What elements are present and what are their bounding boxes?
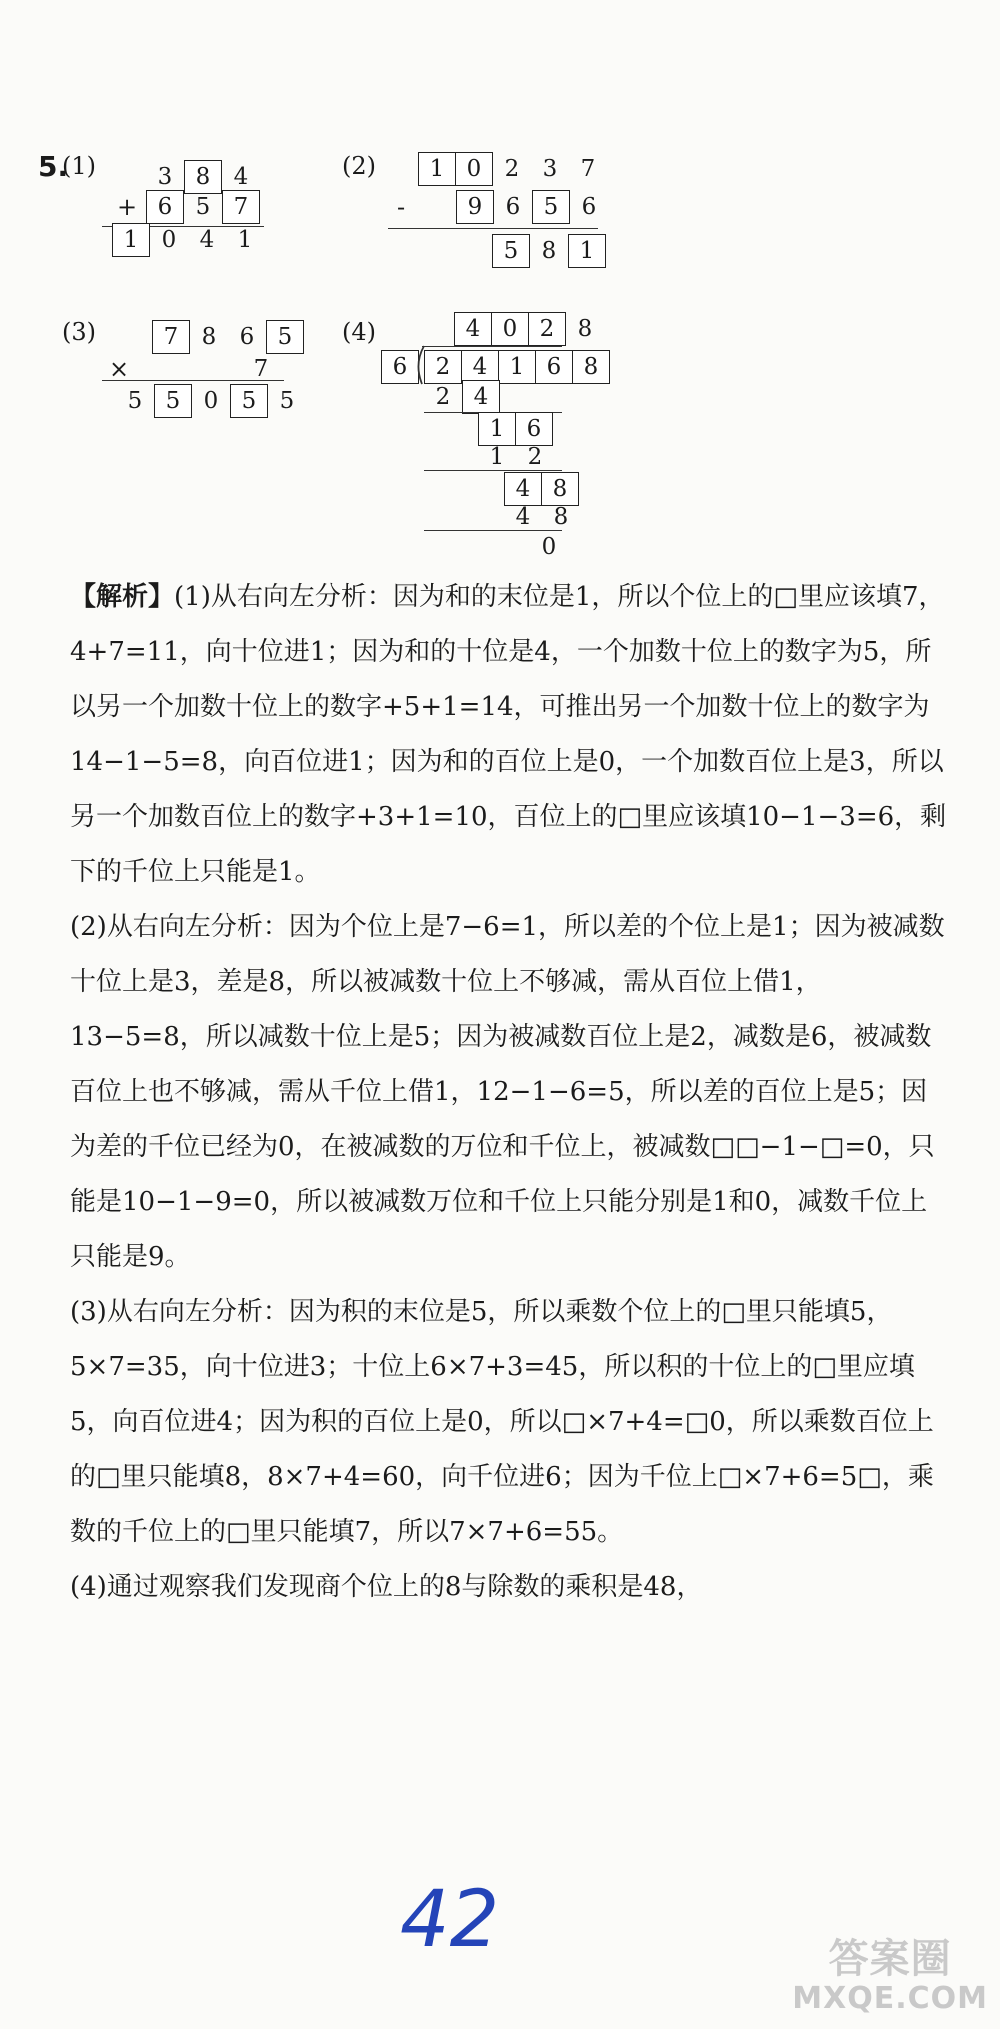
answer-box: 1 bbox=[478, 412, 516, 446]
digit: 2 bbox=[435, 384, 451, 410]
digit: 4 bbox=[199, 227, 215, 253]
digit: 4 bbox=[515, 504, 531, 530]
answer-box: 2 bbox=[528, 312, 566, 346]
p4-final-remainder bbox=[530, 530, 568, 564]
analysis-text-2: (2)从右向左分析：因为个位上是7−6=1，所以差的个位上是1；因为被减数十位上是3，差是8，所以被减数十位上不够减，需从百位上借1，13−5=8，所以减数十位上是5；因为被减数百位上是2，减数是6，被减数百位上也不够减，需从千位上借1，12−1−6=5，所以差的百位上是5；因为差的千位已经为0，在被减数的万位和千位上，被减数□□−1−□=0，只能是10−1−9=0，所以被减数万位和千位上只能分别是1和0，减数千位上只能是9。 bbox=[70, 912, 945, 1272]
answer-box: 7 bbox=[222, 190, 260, 224]
analysis-part-4 bbox=[70, 1560, 950, 1615]
p4-dividend bbox=[424, 350, 610, 384]
p2-minuend bbox=[418, 152, 607, 186]
answer-box: 8 bbox=[572, 350, 610, 384]
answer-box: 1 bbox=[112, 223, 150, 257]
problem-number: 5. bbox=[38, 150, 69, 183]
digit: 8 bbox=[201, 324, 217, 350]
answer-box: 5 bbox=[230, 384, 268, 418]
analysis-text-4: (4)通过观察我们发现商个位上的8与除数的乘积是48， bbox=[70, 1572, 703, 1602]
p1-sum bbox=[112, 223, 264, 257]
answer-box: 2 bbox=[424, 350, 462, 384]
p4-step-3-product bbox=[504, 500, 580, 534]
answer-box: 8 bbox=[184, 160, 222, 194]
p1-addend-1 bbox=[146, 160, 260, 194]
digit: 2 bbox=[504, 156, 520, 182]
digit: 1 bbox=[237, 227, 253, 253]
p4-quotient bbox=[454, 312, 604, 346]
answer-box: 9 bbox=[456, 190, 494, 224]
digit: 6 bbox=[581, 194, 597, 220]
watermark-line-2: MXQE.COM bbox=[792, 1981, 988, 2016]
answer-box: 5 bbox=[532, 190, 570, 224]
page-number: 42 bbox=[400, 1875, 500, 1965]
answer-box: 6 bbox=[381, 350, 419, 384]
answer-box: 1 bbox=[498, 350, 536, 384]
digit: 3 bbox=[157, 164, 173, 190]
digit: 7 bbox=[580, 156, 596, 182]
p3-multiplicand bbox=[152, 320, 304, 354]
answer-box: 0 bbox=[491, 312, 529, 346]
answer-box: 7 bbox=[152, 320, 190, 354]
analysis-text-3: (3)从右向左分析：因为积的末位是5，所以乘数个位上的□里只能填5，5×7=35，向十位进3；十位上6×7+3=45，所以积的十位上的□里应填5，向百位进4；因为积的百位上是0，所以□×7+4=□0，所以乘数百位上的□里只能填8，8×7+4=60，向千位进6；因为千位上□×7+6=5□，乘数的千位上的□里只能填7，所以7×7+6=55。 bbox=[70, 1297, 934, 1547]
watermark-line-1: 答案圈 bbox=[828, 1936, 952, 1982]
digit: 0 bbox=[541, 534, 557, 560]
digit: 8 bbox=[541, 238, 557, 264]
digit: 1 bbox=[489, 444, 505, 470]
analysis-part-2 bbox=[70, 900, 950, 1285]
digit: 2 bbox=[527, 444, 543, 470]
digit: 0 bbox=[161, 227, 177, 253]
digit: 6 bbox=[239, 324, 255, 350]
p3-product-line bbox=[102, 380, 284, 381]
p4-step-2-product bbox=[478, 440, 554, 474]
p2-difference-line bbox=[388, 228, 598, 229]
answer-box: 5 bbox=[492, 234, 530, 268]
p4-division-bar bbox=[422, 346, 562, 347]
answer-box: 8 bbox=[541, 472, 579, 506]
minus-sign: - bbox=[396, 193, 406, 221]
answer-box: 1 bbox=[568, 234, 606, 268]
analysis-text-1: (1)从右向左分析：因为和的末位是1，所以个位上的□里应该填7，4+7=11，向十位进1；因为和的十位是4，一个加数十位上的数字为5，所以另一个加数十位上的数字+5+1=14，可推出另一个加数十位上的数字为14−1−5=8，向百位进1；因为和的百位上是0，一个加数百位上是3，所以另一个加数百位上的数字+3+1=10，百位上的□里应该填10−1−3=6，剩下的千位上只能是1。 bbox=[70, 582, 947, 887]
p4-step-1-product bbox=[424, 380, 500, 414]
answer-box: 4 bbox=[462, 380, 500, 414]
analysis-section bbox=[70, 570, 950, 1615]
p1-addend-2-row bbox=[108, 190, 260, 224]
answer-box: 0 bbox=[455, 152, 493, 186]
answer-box: 5 bbox=[266, 320, 304, 354]
answer-box: 1 bbox=[418, 152, 456, 186]
answer-box: 4 bbox=[454, 312, 492, 346]
answer-box: 4 bbox=[504, 472, 542, 506]
digit: 8 bbox=[577, 316, 593, 342]
digit: 7 bbox=[253, 356, 269, 382]
digit: 0 bbox=[203, 388, 219, 414]
sub-problem-1-label: (1) bbox=[62, 152, 96, 180]
analysis-part-1 bbox=[70, 570, 950, 900]
sub-problem-2-label: (2) bbox=[342, 152, 376, 180]
p1-addend-2 bbox=[146, 190, 260, 224]
analysis-heading: 【解析】 bbox=[70, 582, 175, 612]
p4-step-2-line bbox=[424, 470, 562, 471]
answer-box: 4 bbox=[461, 350, 499, 384]
answer-box: 6 bbox=[146, 190, 184, 224]
digit: 6 bbox=[505, 194, 521, 220]
p3-product bbox=[116, 384, 306, 418]
analysis-part-3 bbox=[70, 1285, 950, 1560]
times-sign: × bbox=[108, 355, 130, 383]
digit: 5 bbox=[195, 194, 211, 220]
digit: 4 bbox=[233, 164, 249, 190]
answer-box: 6 bbox=[515, 412, 553, 446]
digit: 3 bbox=[542, 156, 558, 182]
digit: 5 bbox=[279, 388, 295, 414]
sub-problem-4-label: (4) bbox=[342, 318, 376, 346]
sub-problem-3-label: (3) bbox=[62, 318, 96, 346]
digit: 5 bbox=[127, 388, 143, 414]
plus-sign: + bbox=[116, 193, 138, 221]
p2-subtrahend-row bbox=[382, 190, 608, 224]
p2-subtrahend bbox=[456, 190, 608, 224]
answer-box: 5 bbox=[154, 384, 192, 418]
digit: 8 bbox=[553, 504, 569, 530]
answer-box: 6 bbox=[535, 350, 573, 384]
p2-difference bbox=[492, 234, 606, 268]
watermark bbox=[792, 1936, 988, 2019]
